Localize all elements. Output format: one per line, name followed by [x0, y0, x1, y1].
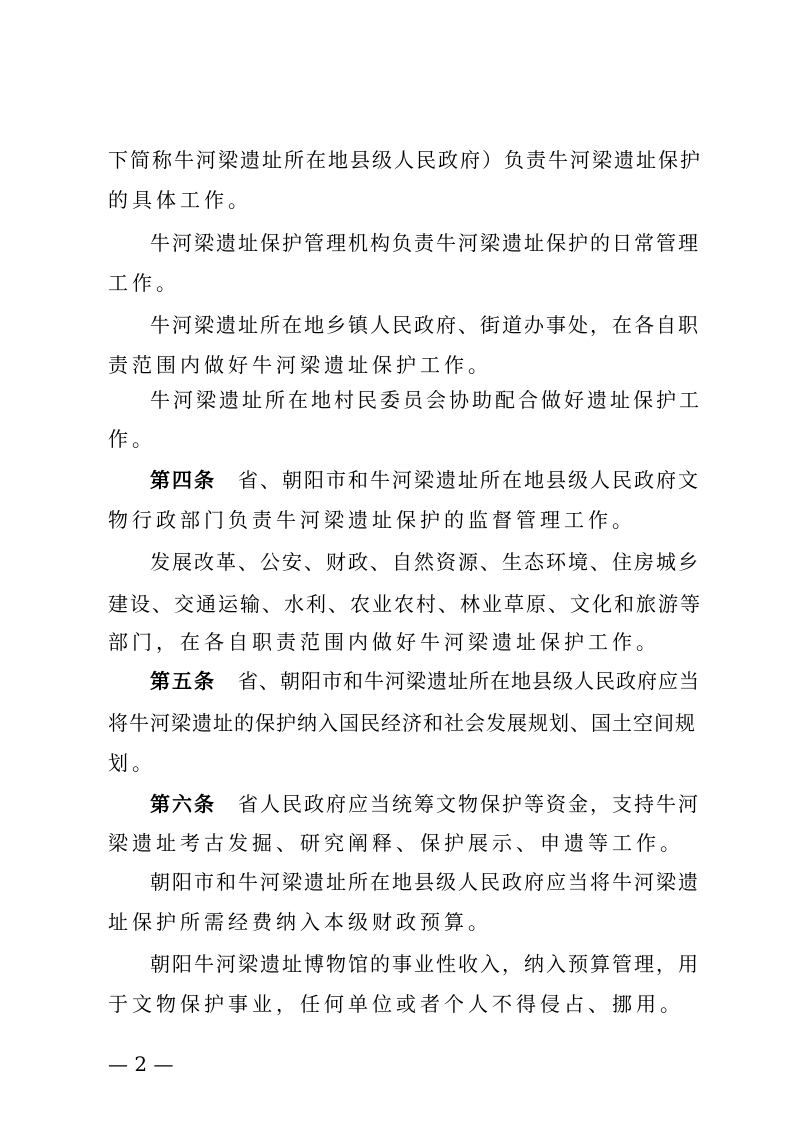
article-heading: 第四条	[150, 468, 216, 492]
text-line: 发展改革、公安、财政、自然资源、生态环境、住房城乡	[150, 550, 700, 574]
text-line: 作。	[108, 427, 156, 451]
article-line: 第五条 省、朝阳市和牛河梁遗址所在地县级人民政府应当	[150, 669, 700, 693]
article-heading: 第六条	[150, 792, 216, 816]
article-heading: 第五条	[150, 669, 216, 693]
text-line: 牛河梁遗址所在地村民委员会协助配合做好遗址保护工	[150, 388, 702, 412]
text-line: 建设、交通运输、水利、农业农村、林业草原、文化和旅游等	[108, 592, 702, 616]
text-line: 划。	[108, 751, 156, 775]
text-line: 工作。	[108, 271, 180, 295]
text-line: 部门，在各自职责范围内做好牛河梁遗址保护工作。	[108, 630, 660, 654]
article-line: 第四条 省、朝阳市和牛河梁遗址所在地县级人民政府文	[150, 468, 700, 492]
text-line: 朝阳牛河梁遗址博物馆的事业性收入，纳入预算管理，用	[150, 952, 700, 976]
text-line: 朝阳市和牛河梁遗址所在地县级人民政府应当将牛河梁遗	[150, 870, 700, 894]
text-line: 牛河梁遗址保护管理机构负责牛河梁遗址保护的日常管理	[150, 231, 700, 255]
text-line: 址保护所需经费纳入本级财政预算。	[108, 910, 492, 934]
text-line: 下简称牛河梁遗址所在地县级人民政府）负责牛河梁遗址保护	[108, 148, 702, 172]
text-line: 物行政部门负责牛河梁遗址保护的监督管理工作。	[108, 508, 636, 532]
text-line: 将牛河梁遗址的保护纳入国民经济和社会发展规划、国土空间规	[108, 711, 696, 735]
text-line: 于文物保护事业，任何单位或者个人不得侵占、挪用。	[108, 992, 684, 1016]
page-number: — 2 —	[108, 1052, 174, 1076]
text-line: 责范围内做好牛河梁遗址保护工作。	[108, 353, 492, 377]
article-line: 第六条 省人民政府应当统筹文物保护等资金，支持牛河	[150, 792, 700, 816]
text-line: 牛河梁遗址所在地乡镇人民政府、街道办事处，在各自职	[150, 313, 700, 337]
text-line: 梁遗址考古发掘、研究阐释、保护展示、申遗等工作。	[108, 831, 684, 855]
text-line: 的具体工作。	[108, 188, 252, 212]
